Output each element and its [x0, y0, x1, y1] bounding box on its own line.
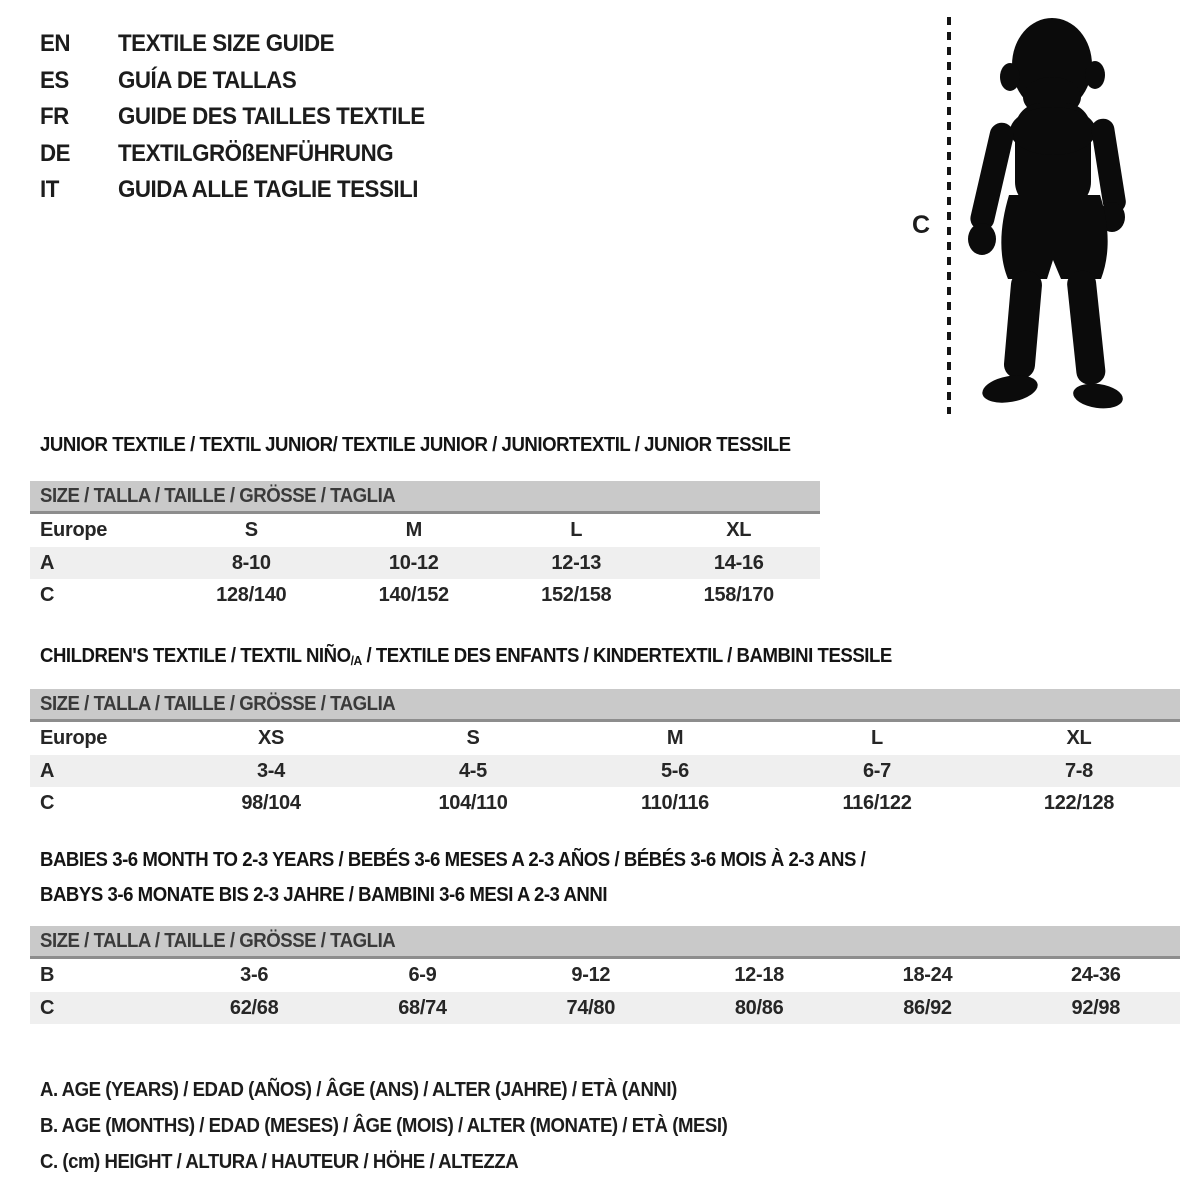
guide-title-es: GUÍA DE TALLAS — [118, 66, 297, 94]
table-cell: 140/152 — [378, 584, 449, 606]
children-section-title-text — [40, 645, 892, 668]
table-cell: 152/158 — [541, 584, 612, 606]
table-row — [30, 755, 1180, 788]
table-cell: 92/98 — [1071, 996, 1121, 1019]
height-measure-dashed-line — [947, 17, 951, 414]
table-cell: 74/80 — [566, 996, 616, 1019]
footnote-b-text: B. AGE (MONTHS) / EDAD (MESES) / ÂGE (MOIS) / ALTER (MONATE) / ETÀ (MESI) — [40, 1115, 728, 1137]
footnote-a-text: A. AGE (YEARS) / EDAD (AÑOS) / ÂGE (ANS) / ALTER (JAHRE) / ETÀ (ANNI) — [40, 1079, 677, 1101]
row-label: C — [40, 584, 55, 606]
table-cell: 12-13 — [551, 551, 602, 574]
table-cell: 104/110 — [438, 792, 508, 814]
language-code: EN — [40, 30, 71, 58]
toddler-silhouette-icon — [962, 13, 1148, 419]
children-title-subscript: /A — [350, 653, 362, 668]
footnote-c-text: C. (cm) HEIGHT / ALTURA / HAUTEUR / HÖHE / ALTEZZA — [40, 1151, 519, 1173]
size-header-text: SIZE / TALLA / TAILLE / GRÖSSE / TAGLIA — [40, 930, 396, 952]
table-row — [30, 579, 820, 612]
table-cell: 158/170 — [703, 584, 774, 606]
table-cell: 14-16 — [713, 551, 764, 574]
table-cell: 24-36 — [1070, 964, 1121, 986]
junior-section-title — [40, 434, 847, 457]
table-cell: 8-10 — [231, 551, 271, 574]
table-cell: 62/68 — [229, 996, 279, 1019]
babies-table-body — [30, 959, 1180, 1024]
table-cell: L — [871, 727, 883, 749]
table-cell: L — [570, 519, 583, 541]
table-cell: S — [466, 727, 480, 749]
table-cell: 12-18 — [734, 964, 784, 986]
guide-title-de: TEXTILGRÖßENFÜHRUNG — [118, 139, 394, 167]
language-code: DE — [40, 139, 71, 167]
children-title-main: CHILDREN'S TEXTILE / TEXTIL NIÑO — [40, 645, 351, 667]
table-cell: XS — [257, 727, 285, 749]
junior-size-table — [30, 481, 820, 612]
row-label: A — [40, 551, 55, 574]
language-title-list — [40, 26, 448, 209]
table-cell: XL — [726, 519, 752, 541]
babies-title-line1-text: BABIES 3-6 MONTH TO 2-3 YEARS / BEBÉS 3-6 MESES A 2-3 AÑOS / BÉBÉS 3-6 MOIS À 2-3 ANS / — [40, 849, 866, 871]
table-cell: 3-6 — [240, 964, 269, 986]
table-cell: 4-5 — [458, 759, 487, 782]
table-cell: 7-8 — [1064, 759, 1093, 782]
table-cell: 122/128 — [1043, 792, 1115, 814]
table-row — [30, 722, 1180, 755]
junior-section-title-text: JUNIOR TEXTILE / TEXTIL JUNIOR/ TEXTILE JUNIOR / JUNIORTEXTIL / JUNIOR TESSILE — [40, 434, 791, 456]
table-cell: XL — [1066, 727, 1092, 749]
row-label: A — [40, 759, 55, 782]
children-table-body — [30, 722, 1180, 820]
table-cell: 5-6 — [660, 759, 689, 782]
language-row-en — [40, 26, 448, 63]
table-row — [30, 787, 1180, 820]
footnote-a — [40, 1072, 779, 1108]
table-cell: 98/104 — [241, 792, 301, 814]
table-cell: 9-12 — [571, 964, 611, 986]
children-title-rest: / TEXTILE DES ENFANTS / KINDERTEXTIL / BAMBINI TESSILE — [361, 645, 892, 667]
language-row-fr — [40, 99, 448, 136]
table-cell: 6-9 — [408, 964, 437, 986]
height-measure-label: C — [912, 211, 931, 239]
junior-table-body — [30, 514, 820, 612]
size-header-bar — [30, 481, 820, 514]
guide-title-fr: GUIDE DES TAILLES TEXTILE — [118, 103, 425, 131]
guide-title-en: TEXTILE SIZE GUIDE — [118, 30, 335, 58]
size-header-text: SIZE / TALLA / TAILLE / GRÖSSE / TAGLIA — [40, 485, 396, 507]
table-cell: 6-7 — [862, 759, 891, 782]
guide-title-it: GUIDA ALLE TAGLIE TESSILI — [118, 176, 419, 204]
row-label: Europe — [40, 727, 108, 749]
table-cell: 80/86 — [734, 996, 784, 1019]
language-row-es — [40, 63, 448, 100]
table-cell: 110/116 — [641, 792, 709, 814]
language-code: FR — [40, 103, 69, 131]
babies-size-table — [30, 926, 1180, 1024]
row-label: Europe — [40, 519, 108, 541]
table-cell: M — [666, 727, 684, 749]
table-cell: 10-12 — [388, 551, 439, 574]
table-row — [30, 959, 1180, 992]
row-label: B — [40, 964, 55, 986]
table-cell: 3-4 — [256, 759, 285, 782]
language-row-de — [40, 136, 448, 173]
footnote-b — [40, 1108, 779, 1144]
size-header-text: SIZE / TALLA / TAILLE / GRÖSSE / TAGLIA — [40, 693, 396, 715]
babies-section-title-line1 — [40, 849, 927, 872]
language-code: ES — [40, 66, 69, 94]
size-header-bar — [30, 689, 1180, 722]
table-cell: S — [244, 519, 258, 541]
table-cell: M — [405, 519, 422, 541]
table-row — [30, 992, 1180, 1025]
row-label: C — [40, 792, 55, 814]
table-cell: 68/74 — [398, 996, 447, 1019]
babies-title-line2-text: BABYS 3-6 MONATE BIS 2-3 JAHRE / BAMBINI 3-6 MESI A 2-3 ANNI — [40, 884, 608, 906]
row-label: C — [40, 996, 55, 1019]
babies-section-title-line2 — [40, 884, 650, 907]
table-row — [30, 514, 820, 547]
table-cell: 116/122 — [842, 792, 912, 814]
table-cell: 18-24 — [902, 964, 953, 986]
language-code: IT — [40, 176, 59, 204]
language-row-it — [40, 172, 448, 209]
table-row — [30, 547, 820, 580]
table-cell: 128/140 — [216, 584, 287, 606]
footnote-c — [40, 1144, 779, 1180]
legend-footnotes — [40, 1072, 779, 1180]
children-size-table — [30, 689, 1180, 820]
children-section-title — [40, 645, 956, 668]
table-cell: 86/92 — [903, 996, 952, 1019]
size-header-bar — [30, 926, 1180, 959]
